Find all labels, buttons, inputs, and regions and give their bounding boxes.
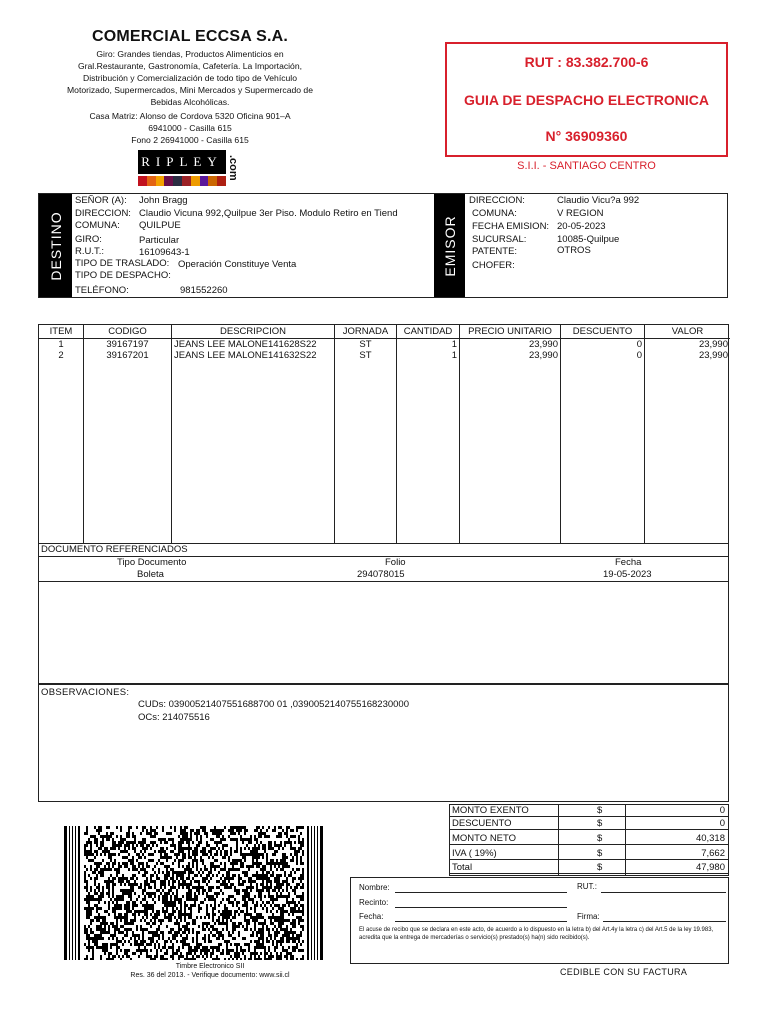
rut-line[interactable] (601, 892, 726, 893)
barcode-guard (75, 826, 76, 960)
emisor-field: CHOFER: (472, 260, 515, 271)
company-name: COMERCIAL ECCSA S.A. (91, 28, 288, 45)
logo-stripe (217, 176, 226, 186)
document-header-box (445, 42, 728, 157)
totals-table (449, 804, 729, 876)
table-cell: 23,990 (698, 339, 728, 350)
emisor-value: V REGION (557, 208, 604, 219)
barcode-modules (84, 826, 304, 960)
address-line: 6941000 - Casilla 615 (148, 123, 232, 133)
table-cell: 1 (451, 339, 457, 350)
emisor-field: SUCURSAL: (472, 234, 527, 245)
ripley-logo (138, 150, 240, 188)
docref-value: 19-05-2023 (603, 569, 652, 580)
barcode-guard (320, 826, 323, 960)
table-cell: 2 (58, 350, 64, 361)
col-precio (460, 325, 561, 543)
destino-field: DIRECCION: (75, 208, 131, 219)
sii-office: S.I.I. - SANTIAGO CENTRO (517, 160, 656, 172)
barcode-guard (69, 826, 70, 960)
company-giro (40, 48, 340, 108)
col-header: CANTIDAD (397, 325, 459, 339)
giro-line: Motorizado, Supermercados, Mini Mercados y Supermercado de (67, 85, 313, 95)
fecha-label: Fecha: (359, 912, 384, 921)
table-cell: 23,990 (528, 350, 558, 361)
col-descuento (561, 325, 645, 543)
logo-dotcom: .com (227, 155, 239, 181)
logo-stripes (138, 176, 226, 186)
barcode-guard (317, 826, 318, 960)
col-header: DESCRIPCION (172, 325, 334, 339)
destino-value: John Bragg (139, 195, 188, 206)
observations-cuds: CUDs: 03900521407551688700 01 ,0390052140755168230000 (138, 699, 410, 710)
giro-line: Distribución y Comercialización de todo tipo de Vehículo (82, 73, 297, 83)
party-section (38, 193, 728, 298)
table-cell: JEANS LEE MALONE141628S22 (174, 339, 317, 350)
destino-field: COMUNA: (75, 220, 120, 231)
table-cell: ST (359, 339, 372, 350)
docref-header: Tipo Documento (117, 557, 187, 568)
col-header: JORNADA (335, 325, 396, 339)
table-cell: 39167197 (106, 339, 149, 350)
address-line: Casa Matriz: Alonso de Cordova 5320 Oficina 901–A (89, 111, 291, 121)
barcode-guard (307, 826, 309, 960)
items-table (38, 324, 729, 544)
timbre-caption: Timbre Electronico SII (175, 963, 245, 970)
rut-label: RUT.: (577, 882, 597, 891)
timbre-resolution: Res. 36 del 2013. - Verifique documento: www.sii.cl (130, 972, 290, 979)
fecha-line[interactable] (395, 921, 567, 922)
destino-value: Operación Constituye Venta (178, 259, 297, 270)
emisor-field: PATENTE: (472, 246, 518, 257)
col-codigo (84, 325, 172, 543)
divider (558, 805, 559, 875)
address-line: Fono 2 26941000 - Casilla 615 (131, 135, 249, 145)
destino-value: QUILPUE (139, 220, 181, 231)
emisor-value: 20-05-2023 (557, 221, 606, 232)
docref-value: 294078015 (357, 569, 405, 580)
giro-line: Bebidas Alcohólicas. (150, 97, 230, 107)
total-row: IVA ( 19%) $ 7,662 (450, 848, 728, 860)
table-cell: 39167201 (106, 350, 149, 361)
observations-title: OBSERVACIONES: (41, 687, 130, 698)
logo-stripe (173, 176, 182, 186)
barcode-guard (64, 826, 67, 960)
logo-stripe (147, 176, 156, 186)
giro-line: Gral.Restaurante, Gastronomía, Cafetería. La Importación, (77, 61, 303, 71)
total-row: DESCUENTO $ 0 (450, 818, 728, 830)
destino-field: TELÉFONO: (75, 285, 129, 296)
nombre-line[interactable] (395, 892, 567, 893)
logo-wordmark: RIPLEY (138, 150, 226, 174)
emisor-field: DIRECCION: (469, 195, 525, 206)
divider (39, 581, 728, 582)
divider (625, 805, 626, 875)
barcode-guard (314, 826, 315, 960)
col-header: PRECIO UNITARIO (460, 325, 560, 339)
document-type: GUIA DE DESPACHO ELECTRONICA (463, 92, 709, 108)
emisor-value: Claudio Vicu?a 992 (557, 195, 640, 206)
firma-line[interactable] (603, 921, 726, 922)
table-cell: 0 (636, 350, 642, 361)
destino-value: Particular (139, 235, 180, 246)
barcode-guard (78, 826, 80, 960)
col-header: CODIGO (84, 325, 171, 339)
barcode-guard (311, 826, 312, 960)
destino-field: SEÑOR (A): (75, 195, 127, 206)
table-cell: ST (359, 350, 372, 361)
docref-value: Boleta (137, 569, 164, 580)
col-header: VALOR (645, 325, 730, 339)
destino-field: TIPO DE DESPACHO: (75, 270, 171, 281)
barcode-guard (72, 826, 73, 960)
acuse-legal-text: El acuse de recibo que se declara en este acto, de acuerdo a lo dispuesto en la letra b) del Art.4y la letra c) del Art.5 de la ley 19.983, acredita que la entrega de mercaderías o servicio(s) prestado(s) ha(n) sido recibido(s). (359, 927, 714, 941)
issuer-rut: RUT : 83.382.700-6 (524, 54, 649, 70)
destino-field: GIRO: (75, 234, 102, 245)
logo-stripe (138, 176, 147, 186)
receipt-acknowledgement (350, 877, 729, 964)
col-valor (645, 325, 730, 543)
destino-field: TIPO DE TRASLADO: (75, 258, 170, 269)
destino-value: 16109643-1 (139, 247, 190, 258)
table-cell: 1 (451, 350, 457, 361)
emisor-field: COMUNA: (472, 208, 517, 219)
nombre-label: Nombre: (359, 883, 390, 892)
emisor-label: EMISOR (434, 194, 465, 297)
total-row: MONTO NETO $ 40,318 (450, 833, 728, 845)
logo-stripe (200, 176, 209, 186)
destino-value: Claudio Vicuna 992,Quilpue 3er Piso. Modulo Retiro en Tiend (139, 208, 398, 219)
logo-stripe (182, 176, 191, 186)
observations (38, 684, 729, 802)
col-header: ITEM (39, 325, 83, 339)
company-address (60, 110, 320, 146)
recinto-label: Recinto: (359, 898, 389, 907)
referenced-documents (38, 544, 729, 684)
emisor-value: OTROS (557, 245, 591, 256)
cedible-note: CEDIBLE CON SU FACTURA (560, 967, 688, 977)
timbre-barcode (64, 826, 323, 960)
docref-header: Fecha (615, 557, 642, 568)
giro-line: Giro: Grandes tiendas, Productos Alimenticios en (96, 49, 284, 59)
document-folio: N° 36909360 (545, 128, 628, 144)
recinto-line[interactable] (395, 907, 567, 908)
logo-stripe (191, 176, 200, 186)
col-jornada (335, 325, 397, 543)
col-header: DESCUENTO (561, 325, 644, 339)
table-cell: 23,990 (528, 339, 558, 350)
emisor-value: 10085-Quilpue (557, 234, 620, 245)
col-descripcion (172, 325, 335, 543)
destino-value: 981552260 (180, 285, 228, 296)
logo-stripe (156, 176, 165, 186)
col-item (39, 325, 84, 543)
table-cell: 1 (58, 339, 64, 350)
destino-field: R.U.T.: (75, 246, 105, 257)
table-cell: 23,990 (698, 350, 728, 361)
logo-stripe (164, 176, 173, 186)
emisor-field: FECHA EMISION: (472, 221, 550, 232)
total-row: Total $ 47,980 (450, 862, 728, 874)
destino-label: DESTINO (39, 194, 72, 297)
docref-header: Folio (385, 557, 406, 568)
docref-title: DOCUMENTO REFERENCIADOS (41, 544, 188, 555)
table-cell: JEANS LEE MALONE141632S22 (174, 350, 317, 361)
logo-stripe (208, 176, 217, 186)
total-row: MONTO EXENTO $ 0 (450, 805, 728, 817)
observations-ocs: OCs: 214075516 (138, 712, 210, 723)
col-cantidad (397, 325, 460, 543)
firma-label: Firma: (577, 912, 600, 921)
table-cell: 0 (636, 339, 642, 350)
